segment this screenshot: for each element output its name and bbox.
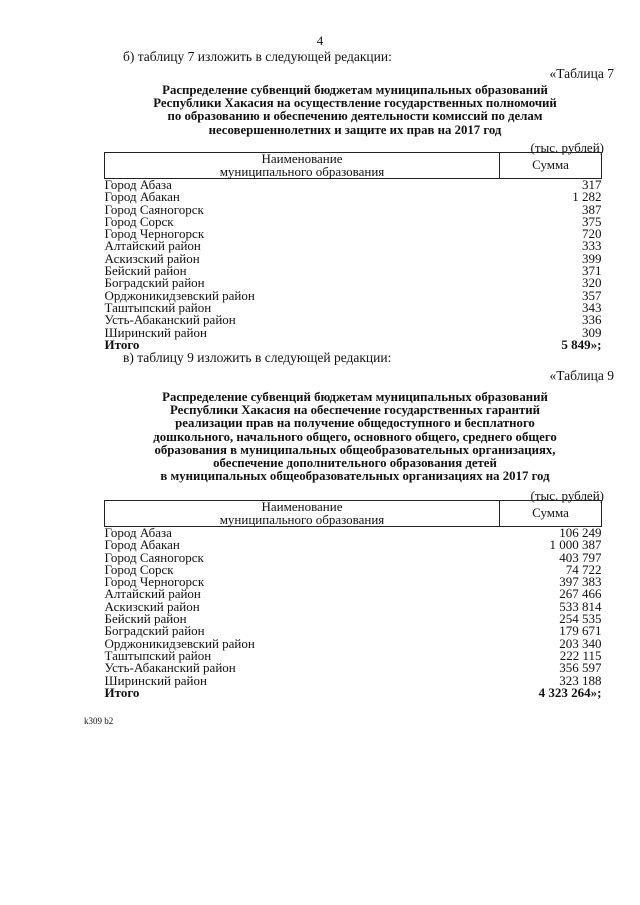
col-name-header: Наименование муниципального образования: [105, 153, 500, 179]
row-value: 320: [582, 275, 602, 291]
row-value: 533 814: [559, 598, 602, 614]
table9: [104, 500, 602, 699]
table9-units: (тыс. рублей): [530, 488, 604, 503]
row-name: Аскизский район: [104, 250, 200, 266]
row-value: 1 282: [572, 189, 602, 205]
row-value: 309: [582, 324, 602, 340]
row-value: 397 383: [559, 574, 602, 590]
row-name: Город Саяногорск: [104, 201, 204, 217]
intro-c-text: в) таблицу 9 изложить в следующей редакции:: [123, 350, 392, 365]
row-value: 74 722: [565, 561, 602, 577]
row-value: 387: [582, 201, 602, 217]
row-value: 336: [582, 312, 602, 328]
row-value: 356 597: [559, 660, 602, 676]
document-code: k309 b2: [84, 716, 114, 726]
row-value: 399: [582, 250, 602, 266]
table7: [104, 152, 602, 351]
row-name: Орджоникидзевский район: [104, 635, 255, 651]
row-value: 371: [582, 263, 602, 279]
table9-heading-line: Распределение субвенций бюджетам муниципальных образований: [162, 390, 548, 404]
row-name: Орджоникидзевский район: [104, 287, 255, 303]
table9-heading-line: Республики Хакасия на обеспечение государственных гарантий: [169, 403, 541, 418]
row-name: Бейский район: [104, 611, 187, 627]
row-name: Алтайский район: [104, 586, 201, 602]
table7-heading-line: Распределение субвенций бюджетам муниципальных образований: [162, 83, 548, 97]
page-number: 4: [316, 33, 324, 48]
row-value: 254 535: [559, 611, 602, 627]
row-name: Таштыпский район: [104, 299, 212, 315]
col-name-header: Наименование муниципального образования: [105, 501, 500, 527]
row-name: Алтайский район: [104, 238, 201, 254]
total-value: 5 849»;: [561, 336, 602, 352]
table-row: [105, 204, 602, 216]
total-label: Итого: [104, 684, 140, 700]
col-sum-header: Сумма: [500, 501, 602, 527]
row-name: Аскизский район: [104, 598, 200, 614]
table9-heading-line: реализации прав на получение общедоступного и бесплатного: [175, 416, 535, 431]
row-name: Город Абаза: [104, 525, 172, 540]
row-value: 106 249: [559, 525, 602, 540]
row-name: Боградский район: [104, 623, 205, 639]
row-name: Таштыпский район: [104, 647, 212, 663]
row-name: Город Абаза: [104, 177, 172, 192]
row-name: Ширинский район: [104, 672, 207, 688]
table9-heading-line: дошкольного, начального общего, основного общего, среднего общего: [153, 429, 557, 444]
total-value: 4 323 264»;: [538, 684, 602, 700]
row-value: 720: [582, 226, 602, 242]
row-name: Город Черногорск: [104, 574, 205, 590]
row-value: 333: [582, 238, 602, 254]
row-value: 222 115: [559, 647, 602, 663]
table9-header-row: [105, 501, 602, 527]
row-name: Ширинский район: [104, 324, 207, 340]
table9-heading-line: обеспечение дополнительного образования детей: [213, 456, 497, 471]
row-value: 317: [582, 177, 602, 192]
table9-heading: [100, 391, 610, 483]
table-row: [105, 327, 602, 339]
row-value: 267 466: [559, 586, 602, 602]
row-value: 375: [582, 213, 602, 229]
table7-units: (тыс. рублей): [530, 140, 604, 155]
row-name: Город Черногорск: [104, 226, 205, 242]
row-name: Город Абакан: [104, 189, 180, 205]
row-name: Город Сорск: [104, 561, 174, 577]
intro-b-text: б) таблицу 7 изложить в следующей редакции:: [123, 49, 392, 64]
table9-heading-line: образования в муниципальных общеобразовательных организациях,: [154, 442, 556, 457]
row-name: Бейский район: [104, 263, 187, 279]
row-name: Город Сорск: [104, 213, 174, 229]
table7-heading-line: Республики Хакасия на осуществление государственных полномочий: [153, 96, 557, 111]
total-label: Итого: [104, 336, 140, 352]
row-value: 343: [582, 299, 602, 315]
row-value: 179 671: [559, 623, 602, 639]
row-value: 323 188: [559, 672, 602, 688]
table7-header-row: [105, 153, 602, 179]
table9-label: «Таблица 9: [549, 368, 614, 383]
row-name: Усть-Абаканский район: [104, 660, 236, 676]
table-row: [105, 552, 602, 564]
row-name: Усть-Абаканский район: [104, 312, 236, 328]
row-name: Боградский район: [104, 275, 205, 291]
row-value: 403 797: [559, 549, 602, 565]
row-value: 357: [582, 287, 602, 303]
table7-heading-line: несовершеннолетних и защите их прав на 2017 год: [208, 122, 502, 137]
row-value: 203 340: [559, 635, 602, 651]
table9-heading-line: в муниципальных общеобразовательных организациях на 2017 год: [160, 469, 550, 484]
col-sum-header: Сумма: [500, 153, 602, 179]
table7-label: «Таблица 7: [549, 66, 614, 81]
row-value: 1 000 387: [549, 537, 602, 553]
row-name: Город Абакан: [104, 537, 180, 553]
table7-heading-line: по образованию и обеспечению деятельности комиссий по делам: [167, 109, 543, 124]
row-name: Город Саяногорск: [104, 549, 204, 565]
table7-heading: [100, 84, 610, 137]
table-total-row: [105, 687, 602, 699]
table-row: [105, 675, 602, 687]
